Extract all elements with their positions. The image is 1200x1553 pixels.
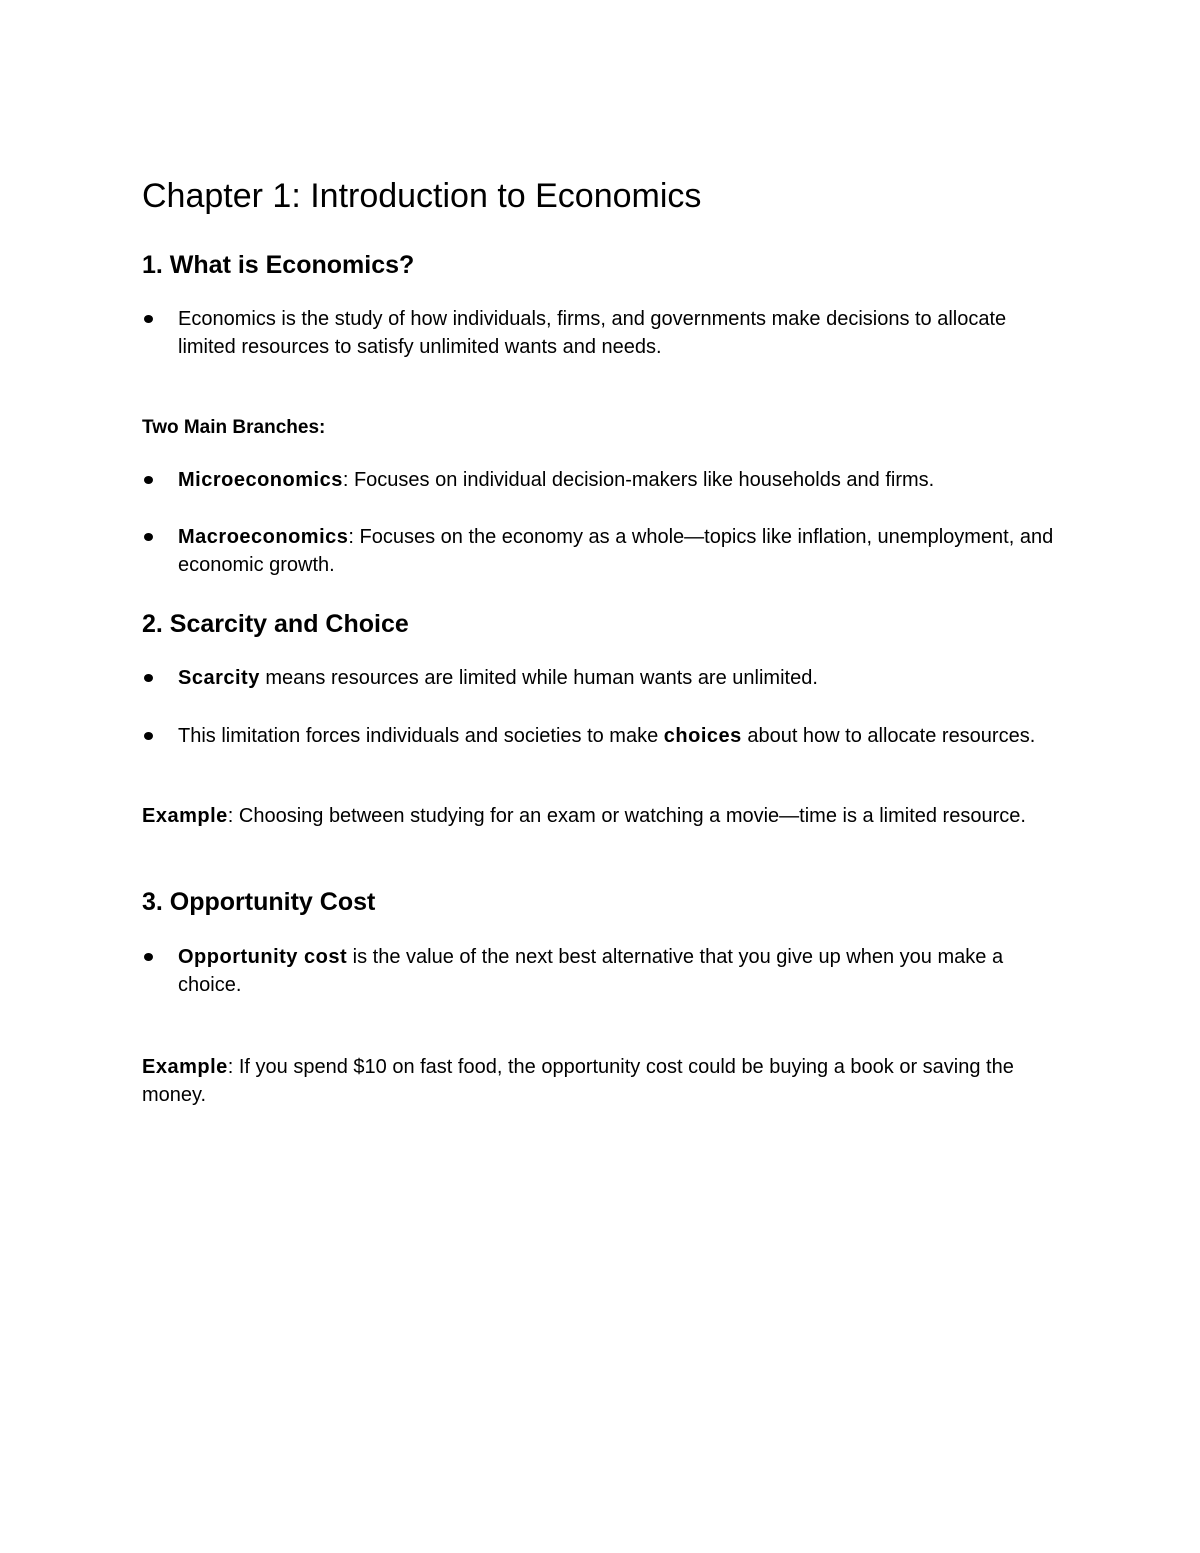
list-item-opportunity-cost — [178, 943, 1058, 999]
bullet-icon — [144, 953, 153, 961]
microeconomics-description: : Focuses on individual decision-makers like households and firms. — [342, 469, 935, 491]
bullet-icon — [144, 674, 153, 682]
term-microeconomics: Microeconomics — [178, 469, 343, 491]
term-scarcity: Scarcity — [178, 667, 260, 689]
term-choices: choices — [663, 725, 742, 747]
opportunity-cost-description: is the value of the next best alternative that you give up when you make a choice. — [178, 946, 1004, 996]
bullet-icon — [144, 732, 153, 740]
bullet-icon — [144, 533, 153, 541]
example-label: Example — [142, 805, 228, 827]
section-heading-what-is-economics: 1. What is Economics? — [142, 251, 415, 279]
example-label: Example — [142, 1056, 228, 1078]
document-title: Chapter 1: Introduction to Economics — [142, 177, 702, 215]
scarcity-description: means resources are limited while human wants are unlimited. — [259, 667, 818, 689]
list-item-choices — [178, 722, 1058, 750]
list-item-economics-definition — [178, 305, 1058, 361]
term-opportunity-cost: Opportunity cost — [178, 946, 348, 968]
section-heading-scarcity-and-choice: 2. Scarcity and Choice — [142, 610, 409, 638]
bullet-icon — [144, 476, 153, 484]
macroeconomics-description: : Focuses on the economy as a whole—topics like inflation, unemployment, and economic growth. — [178, 526, 1054, 576]
choices-text-after: about how to allocate resources. — [741, 725, 1036, 747]
example-text: : If you spend $10 on fast food, the opportunity cost could be buying a book or saving the money. — [142, 1056, 1014, 1106]
subheading-two-main-branches: Two Main Branches: — [142, 417, 326, 438]
example-paragraph-opportunity-cost — [142, 1053, 1052, 1109]
choices-text-before: This limitation forces individuals and societies to make — [178, 725, 664, 747]
example-paragraph-scarcity — [142, 802, 1052, 830]
section-heading-opportunity-cost: 3. Opportunity Cost — [142, 888, 376, 916]
list-item-scarcity — [178, 664, 1058, 692]
term-macroeconomics: Macroeconomics — [178, 526, 349, 548]
list-item-macroeconomics — [178, 523, 1058, 579]
example-text: : Choosing between studying for an exam or watching a movie—time is a limited resource. — [227, 805, 1026, 827]
bullet-icon — [144, 315, 153, 323]
bullet-text: Economics is the study of how individuals, firms, and governments make decisions to allocate limited resources to satisfy unlimited wants and needs. — [178, 308, 1007, 358]
list-item-microeconomics — [178, 466, 1058, 494]
